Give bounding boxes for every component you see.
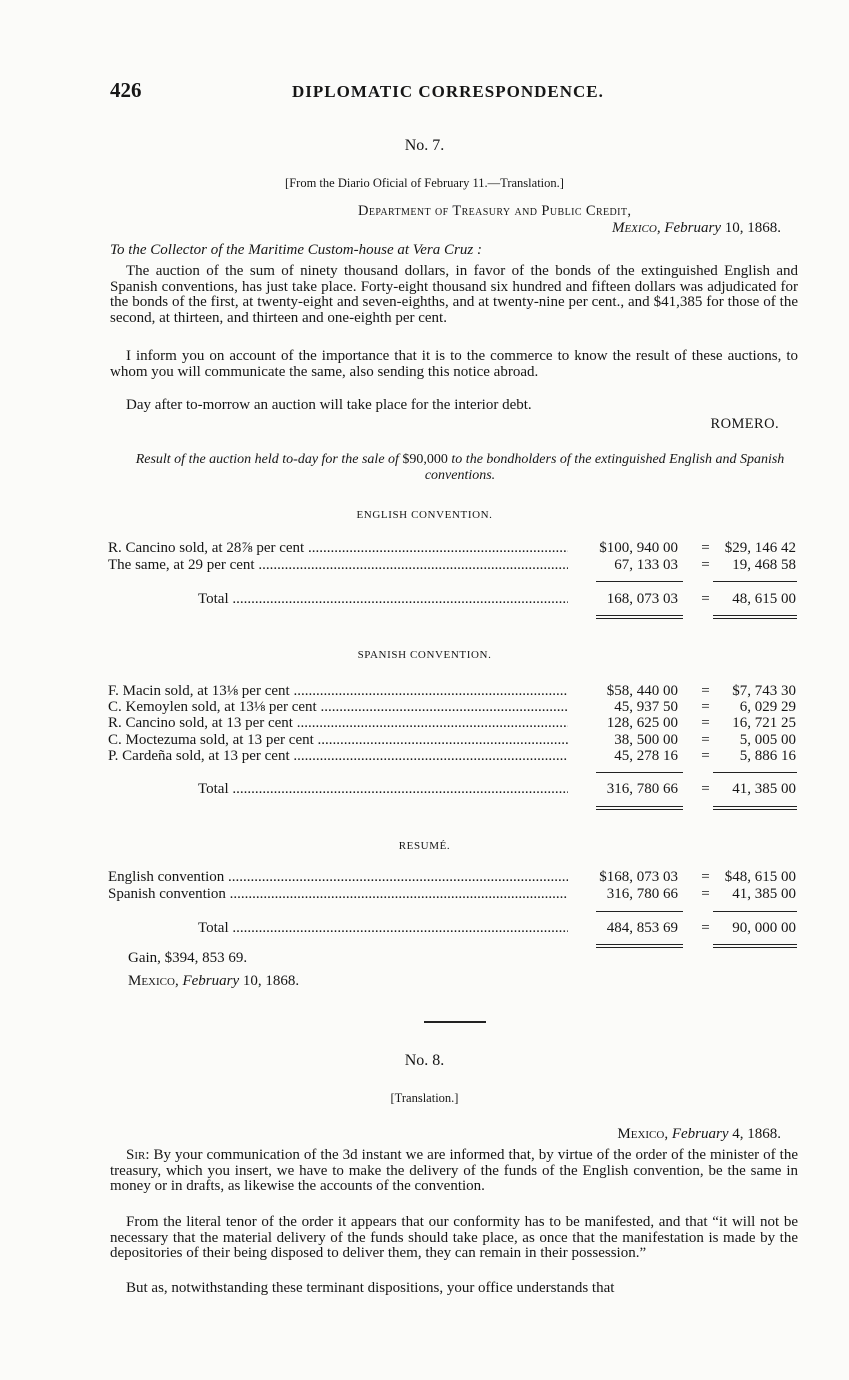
equals-sign: = [701, 886, 710, 902]
dateline [612, 220, 781, 237]
result-heading-part: Result of the auction held to-day for the sale of [135, 452, 399, 467]
double-rule [596, 944, 683, 948]
equals-sign: = [701, 591, 710, 607]
date-month: February [671, 1126, 729, 1142]
department-heading: Department of Treasury and Public Credit, [358, 203, 632, 219]
result-heading [110, 452, 810, 484]
row-amount: 128, 625 00 [606, 715, 678, 731]
row-value: 6, 029 29 [739, 699, 796, 715]
dateline [617, 1126, 781, 1143]
row-label: C. Kemoylen sold, at 13⅛ per cent [108, 699, 317, 715]
equals-sign: = [701, 715, 710, 731]
gain-line: Gain, $394, 853 69. [128, 950, 248, 966]
total-value: 90, 000 00 [732, 920, 796, 936]
paragraph: Day after to-morrow an auction will take place for the interior debt. [126, 397, 532, 413]
signature: ROMERO. [710, 416, 779, 432]
equals-sign: = [701, 540, 710, 556]
table-row [108, 869, 798, 885]
sum-rule [596, 581, 683, 582]
table-row [108, 886, 798, 902]
row-value: 41, 385 00 [732, 886, 796, 902]
row-value: $29, 146 42 [724, 540, 796, 556]
row-value: 5, 005 00 [739, 732, 796, 748]
date-place: Mexico, [617, 1126, 669, 1142]
table-row [108, 540, 798, 556]
result-amount: $90,000 [402, 452, 448, 467]
row-label: The same, at 29 per cent [108, 557, 255, 573]
row-amount: 67, 133 03 [614, 557, 678, 573]
date-month: February [664, 220, 721, 236]
row-value: 19, 468 58 [732, 557, 796, 573]
paragraph [110, 1148, 798, 1195]
source-note: [From the Diario Oficial of February 11.—Translation.] [285, 176, 564, 190]
row-value: $7, 743 30 [732, 683, 796, 699]
row-amount: $58, 440 00 [606, 683, 678, 699]
page-number: 426 [110, 78, 142, 102]
double-rule [713, 615, 797, 619]
row-label: F. Macin sold, at 13⅛ per cent [108, 683, 290, 699]
total-label: Total [198, 920, 229, 936]
total-amount: 484, 853 69 [606, 920, 678, 936]
row-amount: 45, 937 50 [614, 699, 678, 715]
row-amount: $100, 940 00 [599, 540, 678, 556]
equals-sign: = [701, 920, 710, 936]
section-title-spanish: SPANISH CONVENTION. [357, 649, 492, 661]
equals-sign: = [701, 781, 710, 797]
equals-sign: = [701, 732, 710, 748]
document-number: No. 8. [404, 1052, 445, 1069]
row-label: R. Cancino sold, at 13 per cent [108, 715, 293, 731]
sum-rule [596, 911, 683, 912]
paragraph: I inform you on account of the importance that it is to the commerce to know the result of these auctions, to whom you will communicate the same, also sending this notice abroad. [110, 348, 798, 380]
sum-rule [596, 772, 683, 773]
equals-sign: = [701, 683, 710, 699]
total-label: Total [198, 781, 229, 797]
row-value: 16, 721 25 [732, 715, 796, 731]
equals-sign: = [701, 699, 710, 715]
row-label: Spanish convention [108, 886, 226, 902]
row-amount: 45, 278 16 [614, 748, 678, 764]
sum-rule [713, 772, 797, 773]
total-value: 48, 615 00 [732, 591, 796, 607]
salutation: To the Collector of the Maritime Custom-house at Vera Cruz : [110, 242, 482, 258]
double-rule [596, 615, 683, 619]
equals-sign: = [701, 748, 710, 764]
closing-dateline [128, 973, 299, 990]
closing-place: Mexico, [128, 973, 179, 989]
double-rule [713, 944, 797, 948]
table-row [108, 699, 798, 715]
date-rest: 10, 1868. [724, 220, 781, 236]
table-row [108, 715, 798, 731]
table-row [108, 748, 798, 764]
running-head: DIPLOMATIC CORRESPONDENCE. [292, 82, 604, 101]
table-row [108, 683, 798, 699]
paragraph-text: : By your communication of the 3d instant we are informed that, by virtue of the order of the minister of the treasury, which you insert, we have to make the delivery of the funds of the English convention, be the same in money or in drafts, as likewise the accounts of the convention. [110, 1147, 798, 1194]
table-row [108, 732, 798, 748]
paragraph: From the literal tenor of the order it appears that our conformity has to be manifested, and that “it will not be necessary that the material delivery of the funds should take place, as once that the manifestation is made by the depositories of their being disposed to deliver them, they can remain in their possession.” [110, 1214, 798, 1261]
document-number: No. 7. [404, 137, 445, 154]
total-amount: 168, 073 03 [606, 591, 678, 607]
total-label: Total [198, 591, 229, 607]
row-value: 5, 886 16 [739, 748, 796, 764]
row-amount: 316, 780 66 [606, 886, 678, 902]
total-row [108, 920, 798, 936]
equals-sign: = [701, 869, 710, 885]
table-row [108, 557, 798, 573]
paragraph: The auction of the sum of ninety thousand dollars, in favor of the bonds of the extinguished English and Spanish conventions, has just take place. Forty-eight thousand six hundred and fifteen dollars was adjudicated for the bonds of the first, at twenty-eight and seven-eighths, and at twenty-nine per cent., and $41,385 for those of the second, at thirteen, and thirteen and one-eighth per cent. [110, 263, 798, 326]
total-amount: 316, 780 66 [606, 781, 678, 797]
closing-month: February [182, 973, 240, 989]
salutation-sir: Sir [126, 1147, 146, 1163]
section-title-resume: RESUMÉ. [398, 840, 451, 852]
total-row [108, 591, 798, 607]
sum-rule [713, 911, 797, 912]
total-value: 41, 385 00 [732, 781, 796, 797]
date-place: Mexico, [611, 220, 661, 236]
date-rest: 4, 1868. [732, 1126, 781, 1142]
sum-rule [713, 581, 797, 582]
double-rule [713, 806, 797, 810]
total-row [108, 781, 798, 797]
section-title-english: ENGLISH CONVENTION. [356, 509, 493, 521]
result-heading-part: to the bondholders of the extinguished English and Spanish conventions. [424, 452, 785, 483]
row-label: R. Cancino sold, at 28⅞ per cent [108, 540, 305, 556]
double-rule [596, 806, 683, 810]
row-amount: 38, 500 00 [614, 732, 678, 748]
section-separator [424, 1021, 486, 1023]
row-label: English convention [108, 869, 225, 885]
row-label: P. Cardeña sold, at 13 per cent [108, 748, 290, 764]
row-value: $48, 615 00 [724, 869, 796, 885]
equals-sign: = [701, 557, 710, 573]
row-amount: $168, 073 03 [599, 869, 678, 885]
source-note: [Translation.] [390, 1091, 459, 1105]
closing-rest: 10, 1868. [242, 973, 300, 989]
row-label: C. Moctezuma sold, at 13 per cent [108, 732, 314, 748]
paragraph: But as, notwithstanding these terminant dispositions, your office understands that [126, 1280, 615, 1296]
